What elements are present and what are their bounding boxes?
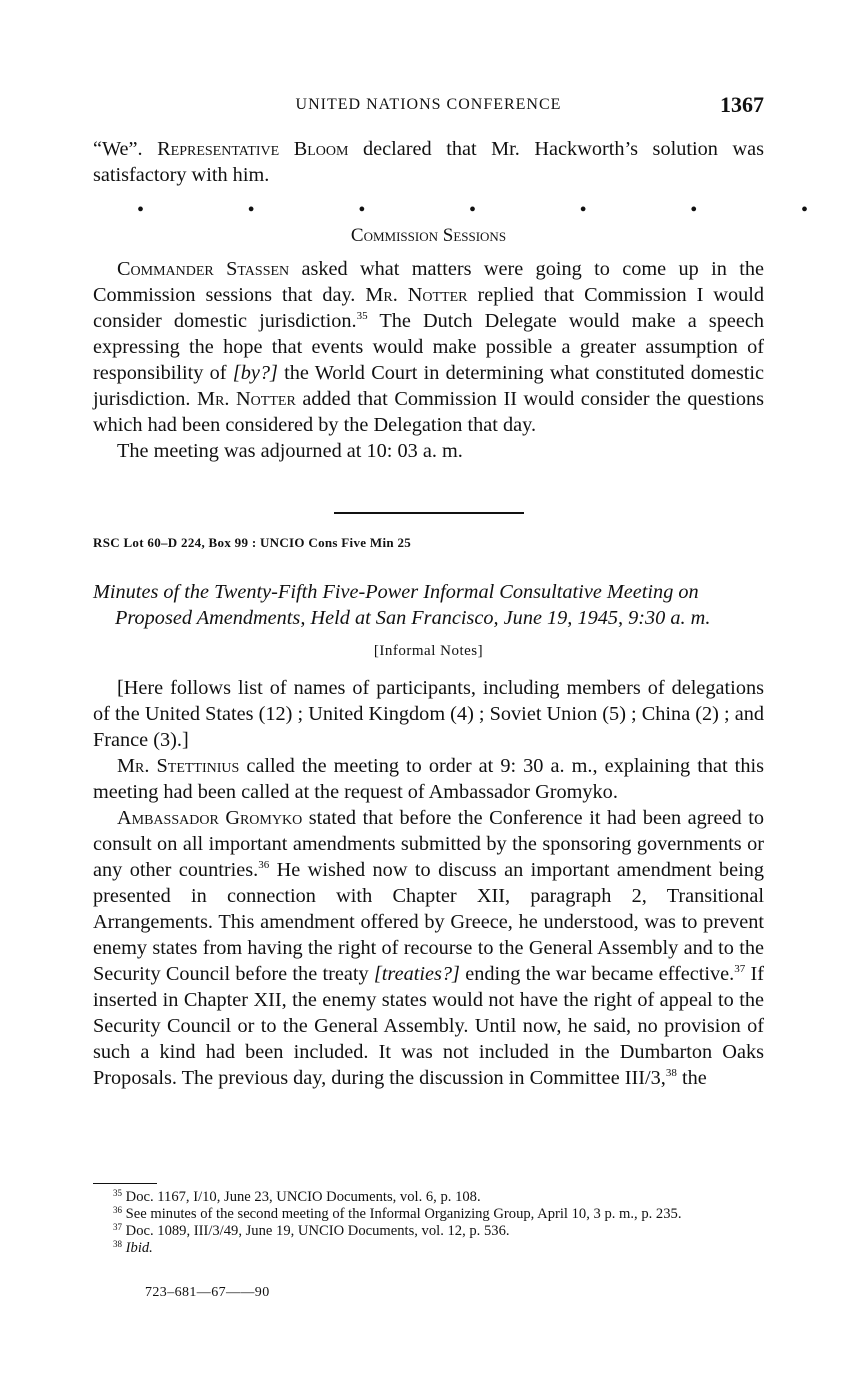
footnote-mark: 36 (113, 1205, 122, 1215)
paragraph-text: stated that before the Conference it had been agreed to consult on all important amendments submitted by the sponsoring governments or any other countries. (93, 807, 764, 881)
speaker-name: Representative Bloom (157, 138, 349, 160)
speaker-name: Mr. Stettinius (117, 755, 240, 777)
ellipsis-dot: • (690, 199, 698, 221)
speaker-name: Commander Stassen (117, 258, 290, 280)
section-heading: Commission Sessions (350, 225, 507, 246)
footnote-reference: 38 (665, 1067, 677, 1079)
footnote (93, 1189, 764, 1206)
paragraph-text: the (676, 1067, 707, 1089)
adjournment-line: The meeting was adjourned at 10: 03 a. m. (117, 440, 463, 462)
paragraph-text: added that Commission II would consider the questions which had been considered by the Delegation that day. (93, 388, 765, 436)
footnote (93, 1240, 764, 1257)
section-divider (93, 512, 764, 514)
footnote (93, 1223, 764, 1240)
footnote-mark: 38 (113, 1239, 122, 1249)
running-title: UNITED NATIONS CONFERENCE (295, 96, 562, 113)
footnote-reference: 35 (356, 310, 368, 322)
footnote-text: Doc. 1167, I/10, June 23, UNCIO Documents, vol. 6, p. 108. (125, 1189, 481, 1205)
footnote-text: See minutes of the second meeting of the Informal Organizing Group, April 10, 3 p. m., p. 235. (125, 1206, 682, 1222)
participants-note: [Here follows list of names of participants, including members of delegations of the United States (12) ; United Kingdom (4) ; Soviet Union (5) ; China (2) ; and France (3).] (93, 677, 764, 751)
footnote-text: Ibid. (125, 1240, 153, 1256)
footnote-mark: 37 (113, 1222, 122, 1232)
paragraph-text: If inserted in Chapter XII, the enemy states would not have the right of appeal to the Security Council or to the General Assembly. Until now, he said, no provision of such a kind had been included. It was not included in the Dumbarton Oaks Proposals. The previous day, during the discussion in Committee III/3, (93, 963, 764, 1089)
speaker-name: Ambassador Gromyko (117, 807, 303, 829)
ellipsis-row (93, 200, 852, 220)
footnote-mark: 35 (113, 1188, 122, 1198)
notes-label: [Informal Notes] (373, 643, 484, 659)
footnote-reference: 37 (734, 963, 746, 975)
continuation-paragraph (93, 136, 764, 188)
minutes-paragraph (93, 753, 764, 805)
footnote-divider (93, 1183, 764, 1184)
ellipsis-dot: • (358, 199, 366, 221)
minutes-body (93, 675, 764, 1091)
page-number: 1367 (720, 92, 764, 117)
ellipsis-dot: • (247, 199, 255, 221)
footnote-text: Doc. 1089, III/3/49, June 19, UNCIO Documents, vol. 12, p. 536. (125, 1223, 510, 1239)
paragraph-text: called the meeting to order at 9: 30 a. m., explaining that this meeting had been called at the request of Ambassador Gromyko. (93, 755, 764, 803)
ellipsis-dot: • (800, 199, 808, 221)
paragraph-text: The Dutch Delegate would make a speech expressing the hope that events would make possible a greater assumption of responsibility of (93, 310, 764, 384)
ellipsis-dot: • (579, 199, 587, 221)
running-header (93, 92, 764, 122)
paragraph-text: He wished now to discuss an important amendment being presented in connection with Chapter XII, paragraph 2, Transitional Arrangements. This amendment offered by Greece, he understood, was to prevent enemy states from having the right of recourse to the General Assembly and to the Security Council before the treaty (93, 859, 764, 985)
paragraph-text: ending the war became effective. (459, 963, 735, 985)
speaker-name: Mr. Notter (365, 284, 468, 306)
ellipsis-dot: • (137, 199, 145, 221)
ellipsis-dot: • (468, 199, 476, 221)
speaker-name: Mr. Notter (197, 388, 296, 410)
paragraph-text: asked what matters were going to come up in the Commission sessions that day. (93, 258, 764, 306)
continuation-lead: “We”. (93, 138, 158, 160)
footnotes (93, 1189, 764, 1257)
footnote-reference: 36 (258, 859, 270, 871)
archival-source: RSC Lot 60–D 224, Box 99 : UNCIO Cons Five Min 25 (93, 535, 412, 550)
commission-paragraph (93, 256, 764, 464)
paragraph-text: declared that Mr. Hackworth’s solution was satisfactory with him. (93, 138, 764, 186)
editorial-insert: [treaties?] (373, 963, 460, 985)
paragraph-text: replied that Commission I would consider domestic jurisdiction. (93, 284, 764, 332)
footnote (93, 1206, 764, 1223)
minutes-paragraph (93, 805, 764, 1091)
document-title: Minutes of the Twenty-Fifth Five-Power Informal Consultative Meeting on Proposed Amendments, Held at San Francisco, June 19, 1945, 9:30 a. m. (93, 581, 711, 630)
document-title-block (93, 559, 764, 652)
print-code: 723–681—67——90 (145, 1285, 270, 1300)
editorial-insert: [by?] (232, 362, 278, 384)
paragraph-text: the World Court in determining what constituted domestic jurisdiction. (93, 362, 765, 410)
